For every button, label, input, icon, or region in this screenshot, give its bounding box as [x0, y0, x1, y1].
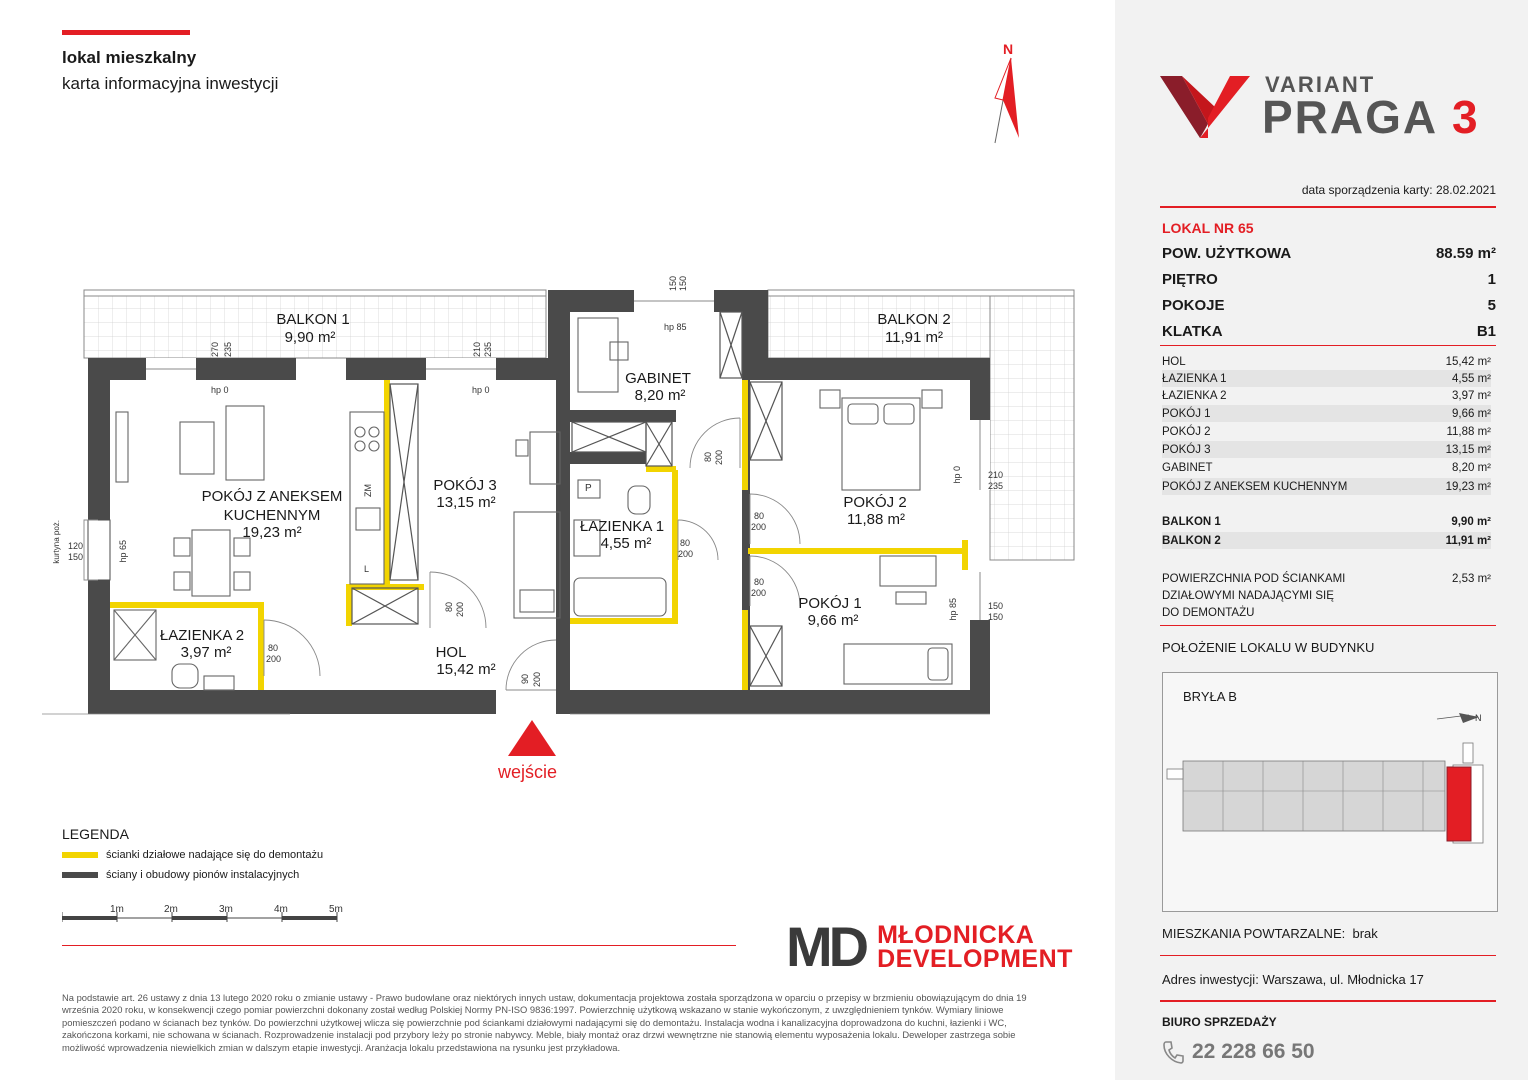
building-plan-icon	[1163, 673, 1497, 911]
dim-200-p2: 200	[751, 522, 767, 532]
room-row-hol: HOL 15,42 m²	[1162, 355, 1491, 368]
phone-icon	[1162, 1040, 1184, 1064]
room-pokoj1-name: POKÓJ 1	[798, 595, 862, 612]
location-title: POŁOŻENIE LOKALU W BUDYNKU	[1162, 640, 1375, 655]
room-gabinet-name: GABINET	[625, 370, 691, 387]
dim-hp0-a: hp 0	[211, 385, 229, 395]
card-date: data sporządzenia karty: 28.02.2021	[1301, 183, 1496, 197]
dim-kurtyna: kurtyna poż.	[52, 520, 61, 564]
room-row-lazienka2: ŁAZIENKA 2 3,97 m²	[1162, 389, 1491, 402]
legal-disclaimer: Na podstawie art. 26 ustawy z dnia 13 lutego 2020 roku o zmianie ustawy - Prawo budowlane oraz niektórych innych ustaw, dokumentacja projektowa została sporządzona w oparciu o przepisy w brzmieniu obowiązującym do dnia 19 września 2020 roku, w konsekwencji czego pomiar powierzchni dokonany został według Polskiej Normy PN-ISO 9836:1997. Powierzchnię użytkową wskazano w stanie wykończonym, z uwzględnieniem tynków. Wymiary liniowe pomieszczeń podano w ścianach bez tynków. Do powierzchni użytkowej wlicza się powierzchnie pod ściankami działowymi nadającymi się do demontażu. Instalacja wodna i kanalizacyjna doprowadzona do kuchni, łazienki i WC, zakończona korkami, nie schowana w ścianach. Rozprowadzenie instalacji pod przybory leży po stronie nabywcy. Meble, biały montaż oraz drzwi wewnętrzne nie stanowią elementu wyposażenia lokalu. Deweloper zastrzega sobie możliwość wprowadzenia niewielkich zmian w dalszym etapie inwestycji. Aranżacja lokalu przedstawiona na rysunku jest przykładowa.	[62, 992, 1027, 1053]
summary-rooms: POKOJE 5	[1162, 297, 1496, 314]
room-pokoj-aneks-name1: POKÓJ Z ANEKSEM	[201, 488, 343, 505]
dim-hp65: hp 65	[118, 540, 128, 563]
dim-90-entry: 90	[520, 674, 530, 685]
room-balkon2-area: 11,91 m²	[884, 329, 944, 346]
room-pokoj3-area: 13,15 m²	[436, 494, 496, 511]
variant-logo-icon	[1160, 74, 1256, 140]
page-subtitle: karta informacyjna inwestycji	[62, 74, 279, 93]
panel-divider-top	[1160, 206, 1496, 208]
logo-praga-text: PRAGA	[1262, 91, 1439, 143]
dim-hp0-b: hp 0	[472, 385, 490, 395]
logo-number: 3	[1452, 91, 1478, 143]
room-lazienka1-name: ŁAZIENKA 1	[579, 518, 665, 535]
room-pokoj-aneks-name2: KUCHENNYM	[223, 507, 321, 524]
entry-label: wejście	[498, 762, 558, 782]
developer-mark: MD	[786, 915, 866, 978]
dim-hp85-right: hp 85	[948, 598, 958, 621]
dim-150-right-b: 150	[988, 612, 1004, 622]
building-location-map	[1162, 672, 1498, 912]
scale-3m: 3m	[219, 904, 233, 915]
dim-80-p1: 80	[754, 577, 765, 587]
legend-item-yellow: ścianki działowe nadające się do demontażu	[62, 849, 323, 861]
dim-200-kitchen: 200	[455, 602, 465, 618]
summary-floor: PIĘTRO 1	[1162, 271, 1496, 288]
dim-80-p2: 80	[754, 511, 765, 521]
room-balkon2-name: BALKON 2	[877, 311, 951, 328]
developer-name-line2: DEVELOPMENT	[877, 945, 1073, 973]
footer-divider	[62, 945, 736, 946]
room-row-pokoj3: POKÓJ 3 13,15 m²	[1162, 441, 1491, 458]
fixture-zm: ZM	[363, 484, 373, 497]
dim-200-laz1: 200	[678, 549, 694, 559]
dim-150-top-b: 150	[678, 276, 688, 292]
dim-80-laz2: 80	[268, 643, 279, 653]
north-label: N	[1003, 41, 1014, 57]
room-hol-name: HOL	[435, 644, 467, 661]
room-pokoj2-area: 11,88 m²	[846, 511, 906, 528]
room-row-pokoj-aneks: POKÓJ Z ANEKSEM KUCHENNYM 19,23 m²	[1162, 478, 1491, 495]
dim-hp0-right: hp 0	[952, 466, 962, 484]
room-lazienka1-area: 4,55 m²	[600, 535, 652, 552]
dim-hp85-top: hp 85	[664, 322, 687, 332]
room-gabinet-area: 8,20 m²	[634, 387, 686, 404]
room-lazienka2-area: 3,97 m²	[180, 644, 232, 661]
lokal-number: LOKAL NR 65	[1162, 220, 1254, 236]
room-balkon1-name: BALKON 1	[276, 311, 350, 328]
dim-210-a: 210	[472, 342, 482, 358]
panel-divider-address	[1160, 1000, 1496, 1002]
room-row-gabinet: GABINET 8,20 m²	[1162, 461, 1491, 474]
legend-swatch-gray	[62, 872, 98, 878]
room-row-lazienka1: ŁAZIENKA 1 4,55 m²	[1162, 370, 1491, 387]
balcony-row-2: BALKON 2 11,91 m²	[1162, 532, 1491, 549]
developer-logo	[786, 915, 1073, 978]
legend-item-gray: ściany i obudowy pionów instalacyjnych	[62, 869, 299, 881]
dim-235-b: 235	[483, 342, 493, 358]
summary-area: POW. UŻYTKOWA 88.59 m²	[1162, 245, 1496, 262]
scale-5m: 5m	[329, 904, 343, 915]
room-balkon1-area: 9,90 m²	[284, 329, 336, 346]
page-title: lokal mieszkalny	[62, 48, 197, 67]
room-lazienka2-name: ŁAZIENKA 2	[159, 627, 245, 644]
dim-200-gab: 200	[714, 450, 724, 466]
dim-200-p1: 200	[751, 588, 767, 598]
room-row-pokoj1: POKÓJ 1 9,66 m²	[1162, 405, 1491, 422]
developer-name-line1: MŁODNICKA	[877, 921, 1035, 949]
panel-divider-repeat	[1160, 955, 1496, 956]
legend-swatch-yellow	[62, 852, 98, 858]
room-row-pokoj2: POKÓJ 2 11,88 m²	[1162, 425, 1491, 438]
entry-arrow-icon	[508, 720, 556, 756]
dim-80-kitchen: 80	[444, 602, 454, 613]
partition-area: POWIERZCHNIA POD ŚCIANKAMI 2,53 m² DZIAŁOWYMI NADAJĄCYMI SIĘ DO DEMONTAŻU	[1162, 573, 1491, 619]
logo-variant-text: VARIANT	[1265, 72, 1376, 97]
repeat-apartments: MIESZKANIA POWTARZALNE: brak	[1162, 926, 1378, 941]
dim-150-top-a: 150	[668, 276, 678, 292]
scale-2m: 2m	[164, 904, 178, 915]
dim-200-entry: 200	[532, 672, 542, 688]
scale-bar	[62, 906, 352, 926]
site-north-label: N	[1475, 713, 1482, 723]
block-label: BRYŁA B	[1183, 689, 1237, 704]
sales-phone[interactable]: 22 228 66 50	[1192, 1040, 1315, 1063]
room-pokoj-aneks-area: 19,23 m²	[242, 524, 302, 541]
panel-divider-summary	[1160, 345, 1496, 346]
dim-80-gab: 80	[703, 452, 713, 463]
scale-4m: 4m	[274, 904, 288, 915]
room-pokoj1-area: 9,66 m²	[807, 612, 859, 629]
legend-title: LEGENDA	[62, 826, 129, 842]
dim-120: 120	[68, 541, 84, 551]
fixture-p: P	[585, 483, 592, 494]
dim-80-laz1: 80	[680, 538, 691, 548]
dim-235-a: 235	[223, 342, 233, 358]
dim-270: 270	[210, 342, 220, 358]
room-pokoj3-name: POKÓJ 3	[433, 477, 497, 494]
dim-150-right-a: 150	[988, 601, 1004, 611]
dim-200-laz2: 200	[266, 654, 282, 664]
dim-210-right: 210	[988, 470, 1004, 480]
panel-divider-partition	[1160, 625, 1496, 626]
fixture-l: L	[364, 564, 370, 574]
room-pokoj2-name: POKÓJ 2	[843, 494, 907, 511]
balcony-row-1: BALKON 1 9,90 m²	[1162, 515, 1491, 528]
summary-stairwell: KLATKA B1	[1162, 323, 1496, 340]
sales-office-title: BIURO SPRZEDAŻY	[1162, 1015, 1277, 1029]
investment-address: Adres inwestycji: Warszawa, ul. Młodnicka 17	[1162, 972, 1424, 987]
room-hol-area: 15,42 m²	[436, 661, 496, 678]
dim-235-right: 235	[988, 481, 1004, 491]
dim-150-left: 150	[68, 552, 84, 562]
scale-1m: 1m	[110, 904, 124, 915]
